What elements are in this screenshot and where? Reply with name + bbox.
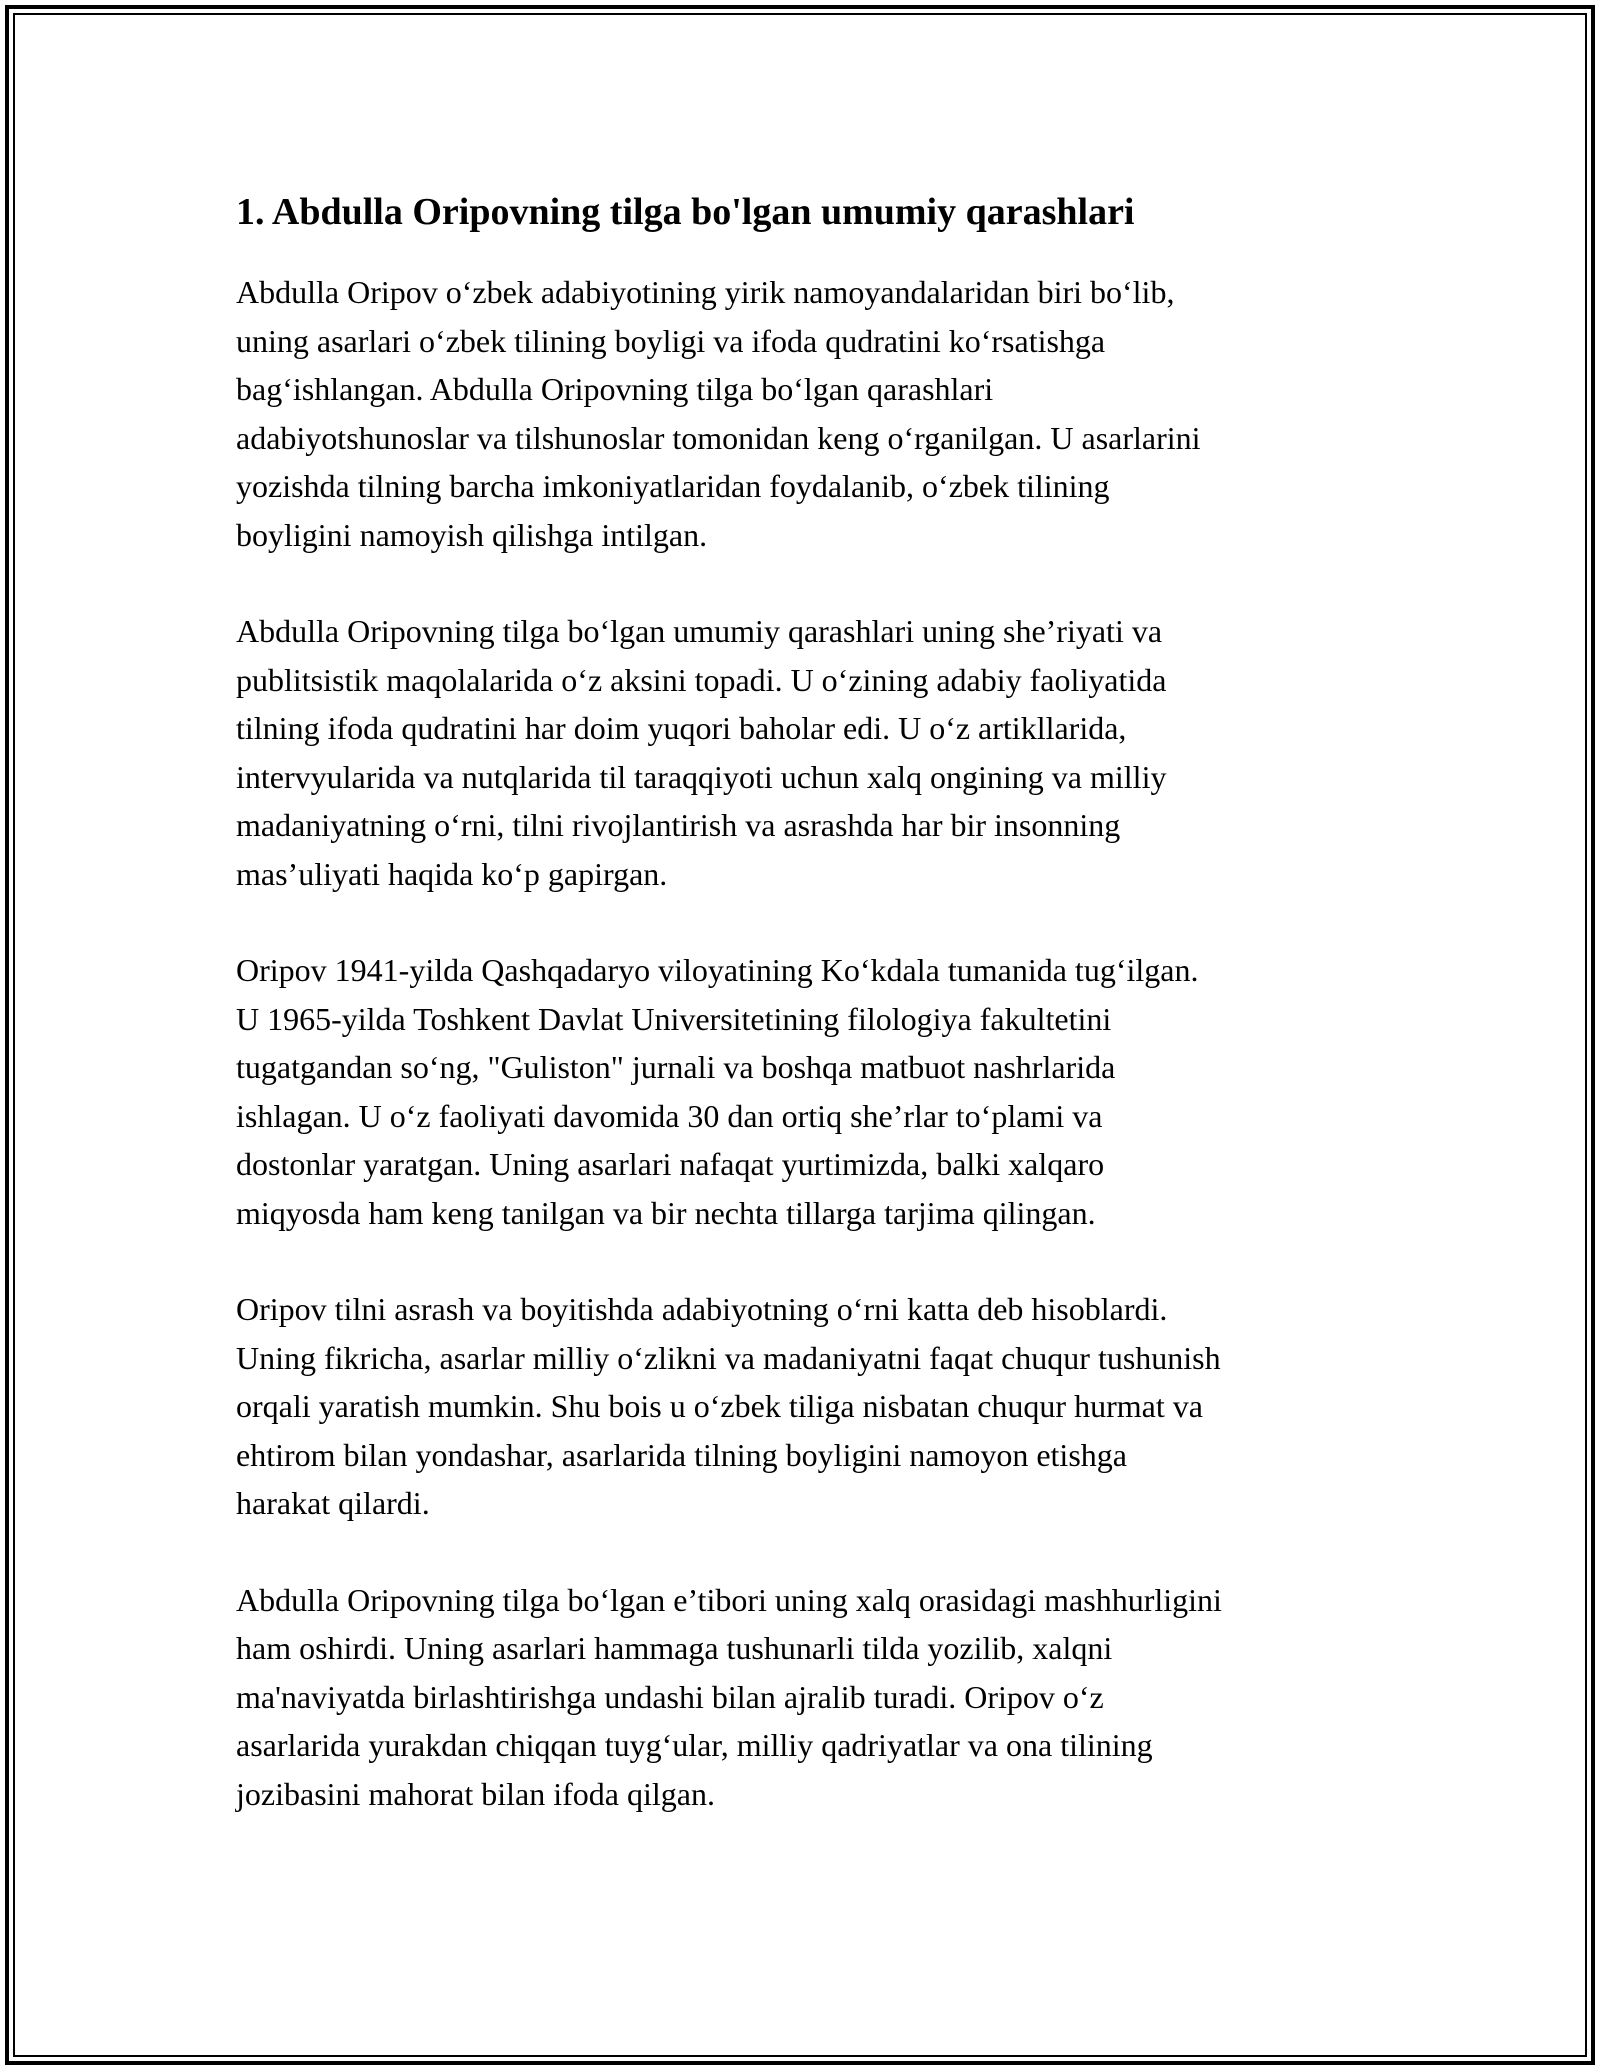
text-line: yozishda tilning barcha imkoniyatlaridan foydalanib, o‘zbek tilining: [236, 468, 1110, 504]
section-heading: 1. Abdulla Oripovning tilga bo'lgan umumiy qarashlari: [236, 191, 1135, 233]
text-line: tilning ifoda qudratini har doim yuqori baholar edi. U o‘z artikllarida,: [236, 710, 1127, 746]
text-line: ma'naviyatda birlashtirishga undashi bilan ajralib turadi. Oripov o‘z: [236, 1678, 1104, 1715]
text-line: Abdulla Oripov o‘zbek adabiyotining yirik namoyandalaridan biri bo‘lib,: [236, 274, 1175, 310]
text-line: Oripov tilni asrash va boyitishda adabiyotning o‘rni katta deb hisoblardi.: [236, 1291, 1168, 1327]
paragraph-3: [236, 946, 1386, 1237]
text-line: orqali yaratish mumkin. Shu bois u o‘zbek tiliga nisbatan chuqur hurmat va: [236, 1388, 1203, 1424]
text-line: intervyularida va nutqlarida til taraqqiyoti uchun xalq ongining va milliy: [236, 758, 1167, 795]
text-line: U 1965-yilda Toshkent Davlat Universitetining filologiya fakultetini: [236, 1000, 1112, 1037]
text-line: asarlarida yurakdan chiqqan tuyg‘ular, milliy qadriyatlar va ona tilining: [236, 1727, 1153, 1763]
text-line: Uning fikricha, asarlar milliy o‘zlikni va madaniyatni faqat chuqur tushunish: [236, 1339, 1221, 1376]
paragraph-4: [236, 1285, 1386, 1528]
text-line: Abdulla Oripovning tilga bo‘lgan e’tibori uning xalq orasidagi mashhurligini: [236, 1581, 1222, 1618]
text-line: bag‘ishlangan. Abdulla Oripovning tilga bo‘lgan qarashlari: [236, 371, 994, 407]
text-line: tugatgandan so‘ng, "Guliston" jurnali va boshqa matbuot nashrlarida: [236, 1049, 1116, 1085]
text-line: adabiyotshunoslar va tilshunoslar tomonidan keng o‘rganilgan. U asarlarini: [236, 419, 1201, 456]
paragraph-1: [236, 268, 1386, 559]
paragraph-5: [236, 1576, 1386, 1819]
text-line: ham oshirdi. Uning asarlari hammaga tushunarli tilda yozilib, xalqni: [236, 1630, 1113, 1666]
text-line: uning asarlari o‘zbek tilining boyligi va ifoda qudratini ko‘rsatishga: [236, 322, 1106, 359]
text-line: dostonlar yaratgan. Uning asarlari nafaqat yurtimizda, balki xalqaro: [236, 1146, 1105, 1182]
text-line: publitsistik maqolalarida o‘z aksini topadi. U o‘zining adabiy faoliyatida: [236, 661, 1167, 698]
text-line: mas’uliyati haqida ko‘p gapirgan.: [236, 855, 668, 892]
text-line: harakat qilardi.: [236, 1485, 430, 1521]
text-line: Oripov 1941-yilda Qashqadaryo viloyatining Ko‘kdala tumanida tug‘ilgan.: [236, 952, 1199, 988]
paragraph-2: [236, 607, 1386, 898]
text-line: miqyosda ham keng tanilgan va bir nechta tillarga tarjima qilingan.: [236, 1194, 1096, 1231]
text-line: ehtirom bilan yondashar, asarlarida tilning boyligini namoyon etishga: [236, 1436, 1127, 1473]
text-line: madaniyatning o‘rni, tilni rivojlantirish va asrashda har bir insonning: [236, 807, 1121, 843]
text-line: boyligini namoyish qilishga intilgan.: [236, 516, 708, 553]
document-body: [236, 186, 1386, 1866]
text-line: ishlagan. U o‘z faoliyati davomida 30 dan ortiq she’rlar to‘plami va: [236, 1097, 1103, 1134]
text-line: jozibasini mahorat bilan ifoda qilgan.: [236, 1775, 715, 1812]
text-line: Abdulla Oripovning tilga bo‘lgan umumiy qarashlari uning she’riyati va: [236, 613, 1163, 649]
